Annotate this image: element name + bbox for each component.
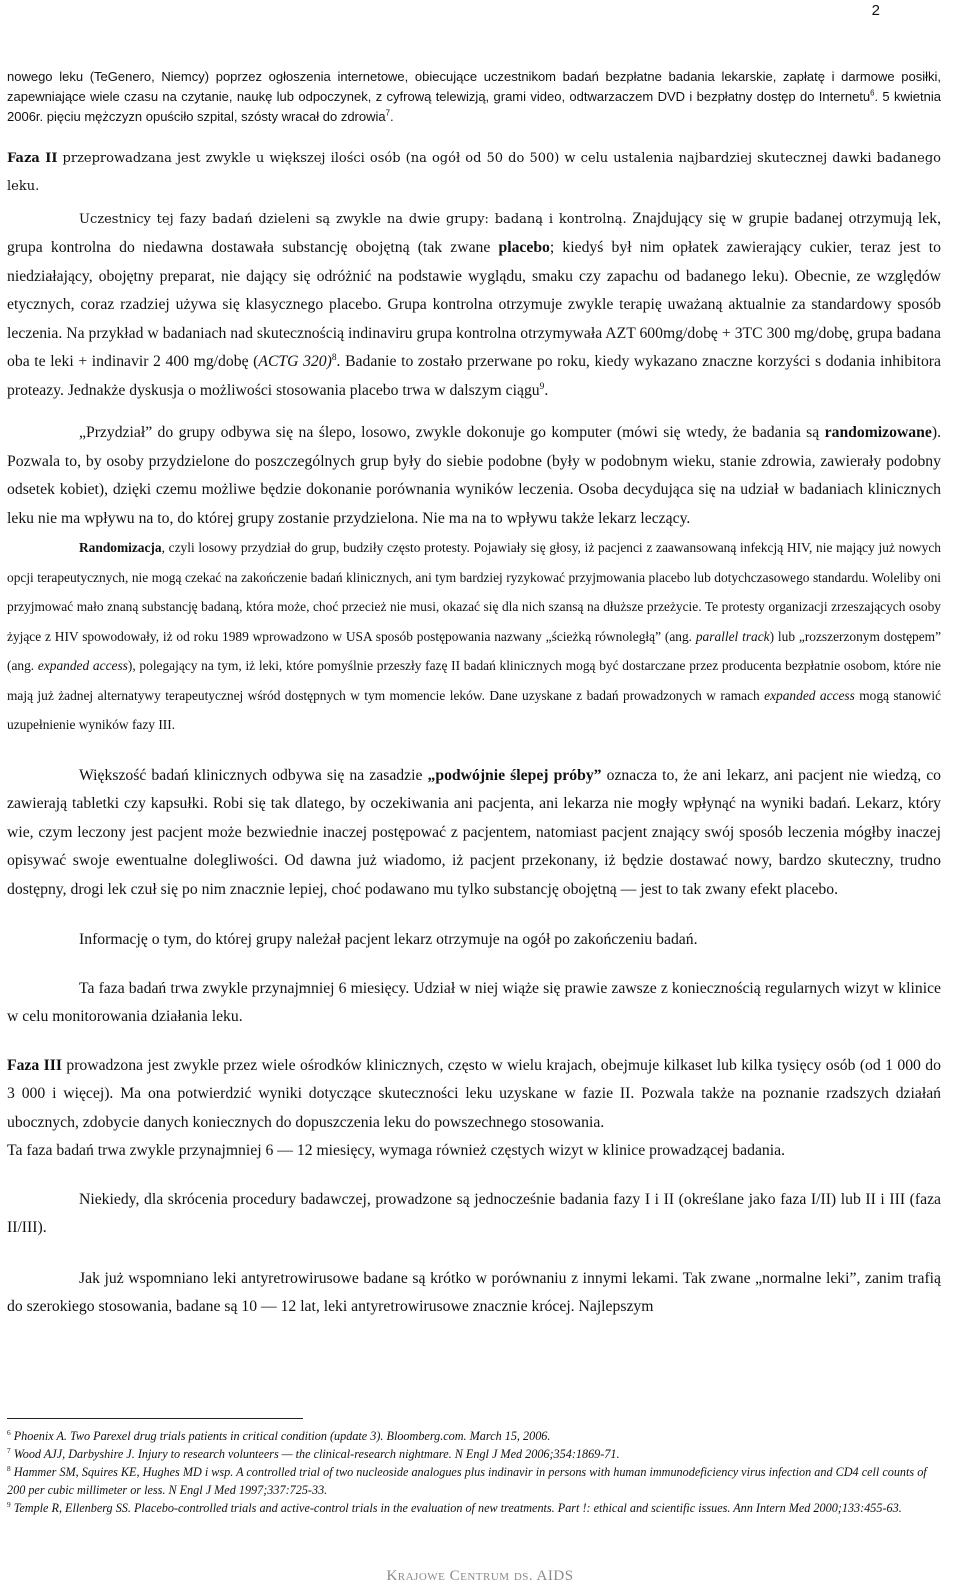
text-run: Uczestnicy tej fazy badań dzieleni są zwykle na dwie grupy: badaną i kontrolną.	[79, 212, 627, 227]
text-run: Na przykład w badaniach nad skutecznością indinaviru grupa kontrolna otrzymywała AZT 600mg/dobę + 3TC 300 mg/dobę, grupa badana oba te leki + indinavir 2 400 mg/dobę (	[7, 324, 941, 370]
paragraph-duration-ii: Ta faza badań trwa zwykle przynajmniej 6 miesięcy. Udział w niej wiąże się prawie zawsze z koniecznością regularnych wizyt w klinice w celu monitorowania działania leku.	[7, 979, 941, 1025]
term-double-blind: „podwójnie ślepej próby”	[427, 766, 602, 784]
text-run: przeprowadzana jest zwykle u większej ilości osób (na ogół od 50 do 500) w celu ustalenia najbardziej skutecznej dawki badanego leku.	[7, 151, 942, 194]
text-run: ), polegający na tym, iż leki, które pomyślnie przeszły fazę II badań klinicznych mogą być dostarczane przez producenta bezpłatnie osobom, które nie mają już żadnej alternatywy terapeutycznej wśród dostępnych w tym momencie leków. Dane uzyskane z badań prowadzonych w ramach	[7, 658, 941, 703]
term-randomizowane: randomizowane	[824, 424, 932, 441]
footnote-text: Phoenix A. Two Parexel drug trials patients in critical condition (update 3). Bloomberg.com. March 15, 2006.	[10, 1429, 551, 1443]
italic-run: ACTG 320)	[258, 353, 332, 370]
paragraph-faza-iii	[7, 1052, 941, 1138]
italic-run: expanded access	[37, 658, 128, 673]
footnote-text: Temple R, Ellenberg SS. Placebo-controlled trials and active-control trials in the evaluation of new treatments. Part !: ethical and scientific issues. Ann Intern Med 2000;133:455-63.	[10, 1501, 902, 1515]
footnote-text: Wood AJJ, Darbyshire J. Injury to research volunteers — the clinical-research nightmare. N Engl J Med 2006;354:1869-71.	[10, 1447, 620, 1461]
footnote-ref[interactable]: 7	[385, 108, 390, 118]
text-run: nowego leku (TeGenero, Niemcy) poprzez ogłoszenia internetowe, obiecujące uczestnikom badań bezpłatne badania lekarskie, zapłatę i darmowe posiłki, zapewniające wiele czasu na czytanie, naukę lub odpoczynek, z cyfrową telewizją, grami video, odtwarzaczem DVD i bezpłatny dostęp do Internetu	[7, 69, 941, 104]
paragraph-info: Informację o tym, do której grupy należał pacjent lekarz otrzymuje na ogół po zakończeniu badań.	[79, 931, 698, 948]
document-body	[7, 67, 941, 1322]
text-run: Pozwala to, by osoby przydzielone do poszczególnych grup były do siebie podobne (były w podobnym wieku, stanie zdrowia, zawierały podobny odsetek kobiet), dzięki czemu możliwe będzie dokonanie porównania wyników leczenia. Osoba decydująca się na udział w badaniach klinicznych leku nie ma wpływu na to, do której grupy zostanie przydzielona. Nie ma na to wpływu także lekarz leczący.	[7, 452, 941, 527]
text-run: oznacza to, że ani lekarz, ani pacjent nie wiedzą, co zawierają tabletki czy kapsułki. Robi się tak dlatego, by oczekiwania ani pacjenta, ani lekarza nie mogły wpłynąć na wyniki badań. Lekarz, który wie, czym leczony jest pacjent może bezwiednie inaczej postępować z pacjentem, natomiast pacjent znający swój sposób leczenia mógłby inaczej opisywać swoje ewentualne dolegliwości. Od dawna już wiadomo, iż pacjent przekonany, iż będzie dostawać nowy, bardzo skuteczny, trudno dostępny, drogi lek czuł się po nim znacznie lepiej, choć podawano mu tylko substancję obojętną — jest to tak zwany efekt placebo.	[7, 766, 941, 898]
page-footer: Krajowe Centrum ds. AIDS	[386, 1568, 574, 1584]
footnote-item	[7, 1427, 941, 1445]
paragraph-protests	[7, 533, 941, 740]
footnote-ref[interactable]: 9	[539, 381, 545, 392]
text-run: .	[544, 381, 549, 399]
footnote-number: 6	[7, 1427, 11, 1437]
text-run: Znajdujący się w grupie badanej otrzymują lek, grupa kontrolna do niedawna dostawała substancję obojętną (tak zwane	[7, 210, 941, 256]
paragraph-intro	[7, 67, 941, 127]
text-run: ) lub „rozszerzonym dostępem” (ang.	[7, 628, 942, 673]
text-run: . 5 kwietnia 2006r. pięciu mężczyzn opuściło szpital, szósty wracał do zdrowia	[7, 89, 941, 124]
text-run: prowadzona jest zwykle przez wiele ośrodków klinicznych, często w wielu krajach, obejmuje kilkaset lub kilka tysięcy osób (od 1 000 do 3 000 i więcej). Ma ona potwierdzić wyniki dotyczące skuteczności leku uzyskane w fazie II. Pozwala także na poznanie rzadszych działań ubocznych, zdobycie danych koniecznych do dopuszczenia leku do powszechnego stosowania.	[7, 1056, 941, 1131]
text-run: mogą stanowić uzupełnienie wyników fazy III.	[7, 687, 942, 732]
term-faza-iii: Faza III	[7, 1056, 62, 1074]
paragraph-double-blind	[7, 762, 941, 905]
paragraph-groups	[7, 205, 941, 405]
text-run: „Przydział” do grupy odbywa się na ślepo, losowo, zwykle dokonuje go komputer (mówi się wtedy, że badania są	[79, 424, 825, 441]
footnote-number: 8	[7, 1463, 11, 1473]
term-placebo: placebo	[498, 239, 550, 256]
footnote-separator	[7, 1418, 303, 1419]
paragraph-antiretroviral: Jak już wspomniano leki antyretrowirusowe badane są krótko w porównaniu z innymi lekami. Tak zwane „normalne leki”, zanim trafią do szerokiego stosowania, badane są 10 — 12 lat, leki antyretrowirusowe znacznie krócej. Najlepszym	[7, 1269, 941, 1315]
footnote-number: 9	[7, 1499, 11, 1509]
footnotes	[7, 1427, 941, 1517]
paragraph-randomization	[7, 419, 941, 533]
footnote-item	[7, 1445, 941, 1463]
footnote-number: 7	[7, 1445, 11, 1455]
text-run: Większość badań klinicznych odbywa się na zasadzie	[79, 766, 428, 784]
footnote-ref[interactable]: 8	[331, 352, 337, 363]
paragraph-combined-phases: Niekiedy, dla skrócenia procedury badawczej, prowadzone są jednocześnie badania fazy I i II (określane jako faza I/II) lub II i III (faza II/III).	[7, 1190, 941, 1236]
text-run: . Badanie to zostało przerwane po roku, kiedy wykazano znaczne korzyści s dodania inhibitora proteazy. Jednakże dyskusja o możliwości stosowania placebo trwa w dalszym ciągu	[7, 353, 941, 399]
footnote-text: Hammer SM, Squires KE, Hughes MD i wsp. A controlled trial of two nucleoside analogues plus indinavir in persons with human immunodeficiency virus infection and CD4 cell counts of 200 per cubic millimeter or less. N Engl J Med 1997;337:725-33.	[7, 1465, 927, 1497]
term-faza-ii: Faza II	[7, 151, 58, 166]
paragraph-faza-ii	[7, 145, 941, 201]
text-run: ; kiedyś był nim opłatek zawierający cukier, teraz jest to niedziałający, obojętny preparat, nie dający się odróżnić na podstawie wyglądu, smaku czy zapachu od badanego leku).	[7, 239, 941, 285]
paragraph-duration-iii: Ta faza badań trwa zwykle przynajmniej 6 — 12 miesięcy, wymaga również częstych wizyt w klinice prowadzącej badania.	[7, 1142, 786, 1159]
text-run: .	[389, 109, 394, 124]
term-randomizacja: Randomizacja	[79, 540, 162, 555]
italic-run: parallel track	[695, 628, 770, 644]
italic-run: expanded access	[764, 687, 855, 703]
page-number: 2	[871, 2, 880, 19]
footnote-item	[7, 1463, 941, 1499]
footnote-item	[7, 1499, 941, 1517]
text-run: ).	[931, 424, 941, 441]
footnote-ref[interactable]: 6	[870, 88, 875, 98]
text-run: Obecnie, ze względów etycznych, coraz rzadziej używa się klasycznego placebo. Grupa kontrolna otrzymuje zwykle terapię uważaną aktualnie za standardowy sposób leczenia.	[7, 267, 941, 342]
text-run: , czyli losowy przydział do grup, budziły często protesty. Pojawiały się głosy, iż pacjenci z zaawansowaną infekcją HIV, nie mający już nowych opcji terapeutycznych, nie mogą czekać na zakończenie badań klinicznych, ani tym bardziej ryzykować przyjmowania placebo lub dotychczasowego standardu. Woleliby oni przyjmować mało znaną substancję badaną, która może, choć przecież nie musi, okazać się dla nich szansą na dłuższe przeżycie. Te protesty organizacji zrzeszających osoby żyjące z HIV spowodowały, iż od roku 1989 wprowadzono w USA sposób postępowania nazwany „ścieżką równoległą” (ang.	[7, 540, 941, 644]
